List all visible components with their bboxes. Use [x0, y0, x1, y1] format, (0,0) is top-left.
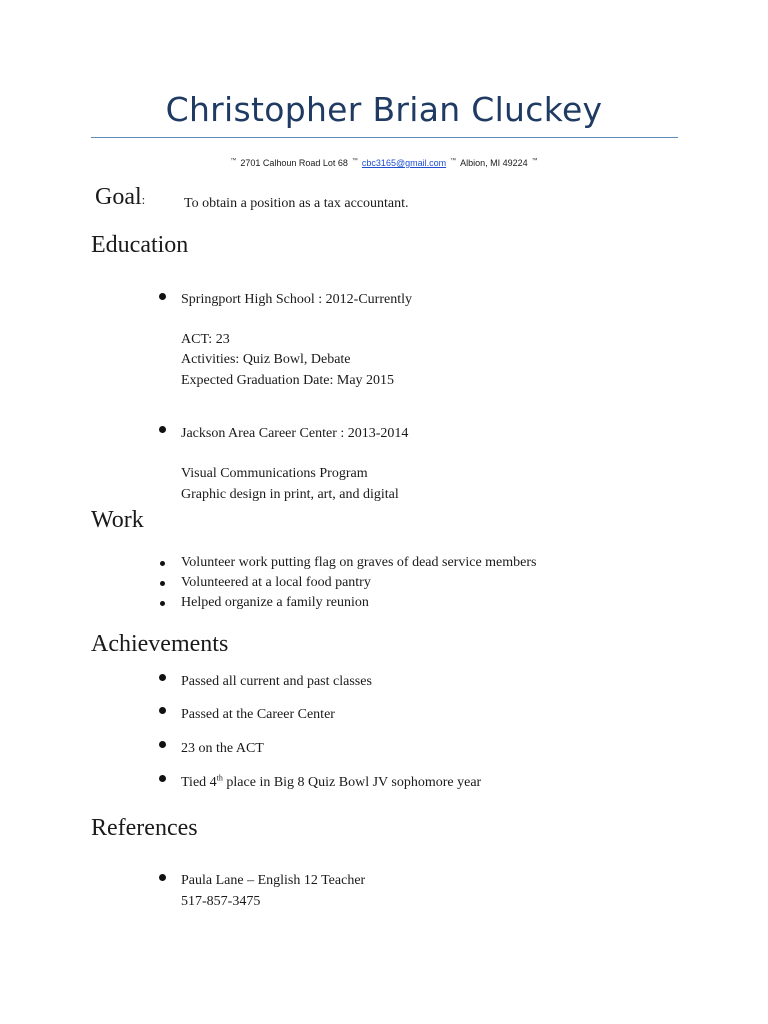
ordinal-suffix: th — [216, 773, 223, 783]
separator-mark: ™ — [531, 158, 538, 164]
achievement-item: Passed at the Career Center — [181, 707, 335, 722]
bullet-icon — [160, 581, 165, 586]
work-item: Volunteer work putting flag on graves of dead service members — [181, 555, 537, 570]
goal-text: To obtain a position as a tax accountant. — [184, 196, 409, 211]
contact-city: Albion, MI 49224 — [460, 158, 528, 168]
education-item-detail: ACT: 23 — [181, 332, 230, 347]
bullet-icon — [160, 561, 165, 566]
reference-name: Paula Lane – English 12 Teacher — [181, 873, 366, 888]
contact-address: 2701 Calhoun Road Lot 68 — [240, 158, 348, 168]
education-item-title: Springport High School : 2012-Currently — [181, 292, 412, 307]
bullet-icon — [159, 674, 166, 681]
bullet-icon — [159, 707, 166, 714]
goal-heading — [95, 184, 145, 211]
header-divider — [91, 137, 678, 138]
achievement-text: place in Big 8 Quiz Bowl JV sophomore year — [222, 775, 482, 790]
achievement-text: Tied 4 — [181, 775, 217, 790]
references-heading: References — [91, 815, 198, 841]
work-heading: Work — [91, 507, 144, 533]
work-item: Volunteered at a local food pantry — [181, 575, 371, 590]
resume-name: Christopher Brian Cluckey — [165, 90, 603, 129]
education-item-title: Jackson Area Career Center : 2013-2014 — [181, 426, 409, 441]
goal-colon: : — [141, 192, 146, 207]
bullet-icon — [160, 601, 165, 606]
education-item-detail: Expected Graduation Date: May 2015 — [181, 373, 395, 388]
reference-phone: 517-857-3475 — [181, 894, 261, 909]
work-item: Helped organize a family reunion — [181, 595, 369, 610]
education-item-detail: Graphic design in print, art, and digital — [181, 487, 399, 502]
bullet-icon — [159, 874, 166, 881]
bullet-icon — [159, 741, 166, 748]
education-item-detail: Activities: Quiz Bowl, Debate — [181, 352, 351, 367]
bullet-icon — [159, 426, 166, 433]
education-item-detail: Visual Communications Program — [181, 466, 368, 481]
achievements-heading: Achievements — [91, 631, 229, 657]
goal-label: Goal — [95, 184, 142, 210]
separator-mark: ™ — [450, 158, 457, 164]
achievement-item: 23 on the ACT — [181, 741, 264, 756]
education-heading: Education — [91, 232, 189, 258]
achievement-item: Passed all current and past classes — [181, 674, 372, 689]
bullet-icon — [159, 775, 166, 782]
achievement-item — [181, 775, 481, 791]
bullet-icon — [159, 293, 166, 300]
contact-email-link[interactable]: cbc3165@gmail.com — [361, 158, 447, 168]
separator-mark: ™ — [351, 158, 358, 164]
contact-line — [0, 158, 768, 168]
separator-mark: ™ — [230, 158, 237, 164]
